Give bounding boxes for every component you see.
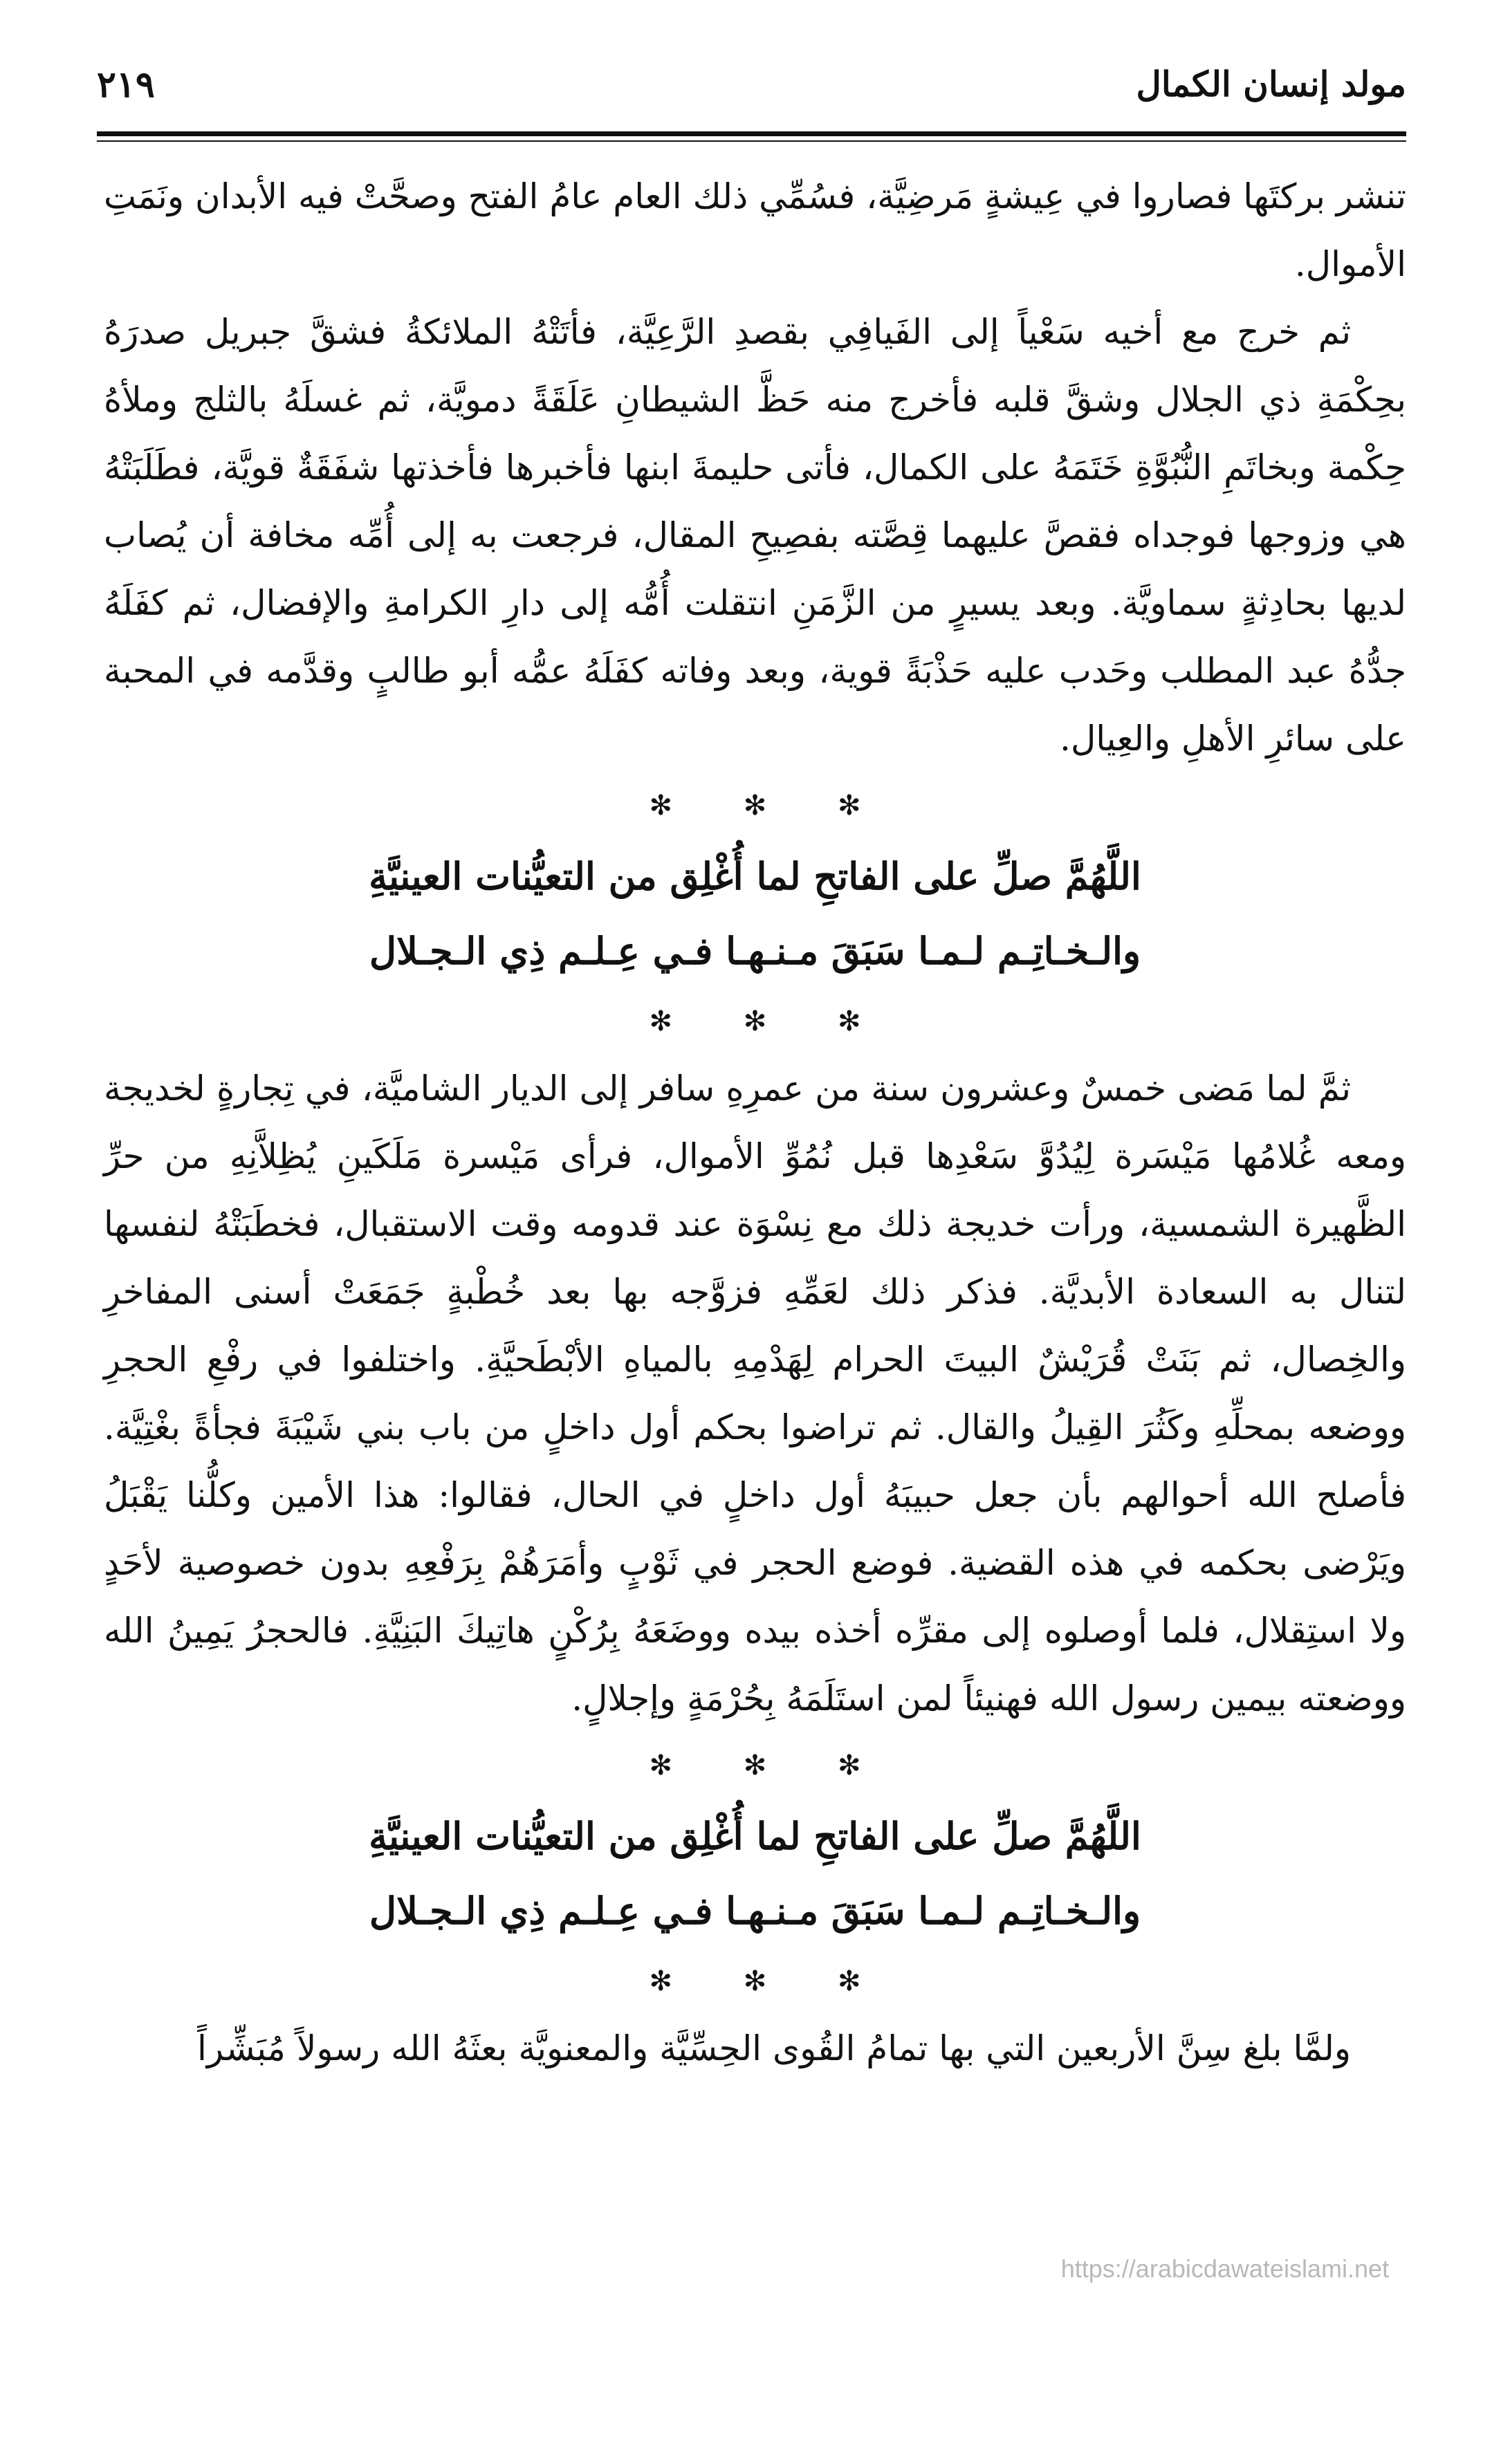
salawat-1-line-2: والـخـاتِـم لـمـا سَبَقَ مـنـهـا فـي عِـلـم ذِي الـجـلال	[369, 929, 1141, 973]
page-body	[104, 163, 1406, 2082]
paragraph-2: ثم خرج مع أخيه سَعْياً إلى الفَيافِي بقصدِ الرَّعِيَّة، فأتَتْهُ الملائكةُ فشقَّ جبريل صدرَهُ بحِكْمَةِ ذي الجلال وشقَّ قلبه فأخرج منه حَظَّ الشيطانِ عَلَقَةً دمويَّة، ثم غسلَهُ بالثلج وملأهُ حِكْمة وبخاتَمِ النُّبُوَّةِ خَتَمَهُ على الكمال، فأتى حليمةَ ابنها فأخبرها فأخذتها شفَقَةٌ قويَّة، فطَلَبَتْهُ هي وزوجها فوجداه فقصَّ عليهما قِصَّته بفصِيحِ المقال، فرجعت به إلى أُمِّه مخافة أن يُصاب لديها بحادِثةٍ سماويَّة. وبعد يسيرٍ من الزَّمَنِ انتقلت أُمُّه إلى دارِ الكرامةِ والإفضال، ثم كفَلَهُ جدُّهُ عبد المطلب وحَدب عليه حَذْبَةً قوية، وبعد وفاته كفَلَهُ عمُّه أبو طالبٍ وقدَّمه في المحبة على سائرِ الأهلِ والعِيال.	[104, 312, 1406, 759]
header-rule-thin	[97, 140, 1406, 142]
separator-stars-3: ✻ ✻ ✻	[649, 1750, 861, 1781]
salawat-2-line-2: والـخـاتِـم لـمـا سَبَقَ مـنـهـا فـي عِـلـم ذِي الـجـلال	[369, 1889, 1141, 1933]
paragraph-3: ثمَّ لما مَضى خمسٌ وعشرون سنة من عمرِهِ سافر إلى الديار الشاميَّة، في تِجارةٍ لخديجة ومعه غُلامُها مَيْسَرة لِيُدُوَّ سَعْدِها قبل نُمُوِّ الأموال، فرأى مَيْسرة مَلَكَينِ يُظِلاَّنِهِ من حرِّ الظَّهيرة الشمسية، ورأت خديجة ذلك مع نِسْوَة عند قدومه وقت الاستقبال، فخطَبَتْهُ لنفسها لتنال به السعادة الأبديَّة. فذكر ذلك لعَمِّهِ فزوَّجه بها بعد خُطْبةٍ جَمَعَتْ أسنى المفاخرِ والخِصال، ثم بَنَتْ قُرَيْشٌ البيتَ الحرام لِهَدْمِهِ بالمياهِ الأبْطَحيَّةِ. واختلفوا في رفْعِ الحجرِ ووضعه بمحلِّهِ وكَثُرَ القِيلُ والقال. ثم تراضوا بحكم أول داخلٍ من باب بني شَيْبَةَ فجأةً بغْتِيَّة. فأصلح الله أحوالهم بأن جعل حبيبَهُ أول داخلٍ في الحال، فقالوا: هذا الأمين وكلُّنا يَقْبَلُ ويَرْضى بحكمه في هذه القضية. فوضع الحجر في ثَوْبٍ وأمَرَهُمْ بِرَفْعِهِ بدون خصوصية لأحَدٍ ولا استِقلال، فلما أوصلوه إلى مقرِّه أخذه بيده ووضَعَهُ بِرُكْنٍ هاتِيكَ البَنِيَّةِ. فالحجرُ يَمِينُ الله ووضعته بيمين رسول الله فهنيئاً لمن استَلَمَهُ بِحُرْمَةٍ وإجلالٍ.	[104, 1068, 1406, 1719]
paragraph-4: ولمَّا بلغ سِنَّ الأربعين التي بها تمامُ القُوى الحِسِّيَّة والمعنويَّة بعثَهُ الله رسولاً مُبَشِّراً	[197, 2028, 1351, 2068]
paragraph-1: تنشر بركتَها فصاروا في عِيشةٍ مَرضِيَّة، فسُمِّي ذلك العام عامُ الفتح وصحَّتْ فيه الأبدان ونَمَتِ الأموال.	[104, 176, 1407, 284]
separator-stars-2: ✻ ✻ ✻	[649, 1006, 861, 1037]
salawat-2-line-1: اللَّهُمَّ صلِّ على الفاتحِ لما أُغْلِق من التعيُّنات العينيَّةِ	[369, 1814, 1141, 1858]
separator-stars-4: ✻ ✻ ✻	[649, 1965, 861, 1997]
separator-stars-1: ✻ ✻ ✻	[649, 790, 861, 822]
salawat-1-line-1: اللَّهُمَّ صلِّ على الفاتحِ لما أُغْلِق من التعيُّنات العينيَّةِ	[369, 854, 1141, 898]
running-title: مولد إنسان الكمال	[1136, 64, 1406, 104]
page-number: ٢١٩	[97, 64, 155, 106]
header-rule-thick	[97, 131, 1406, 136]
page-header	[97, 64, 1406, 119]
watermark-url: https://arabicdawateislami.net	[1060, 2254, 1389, 2283]
